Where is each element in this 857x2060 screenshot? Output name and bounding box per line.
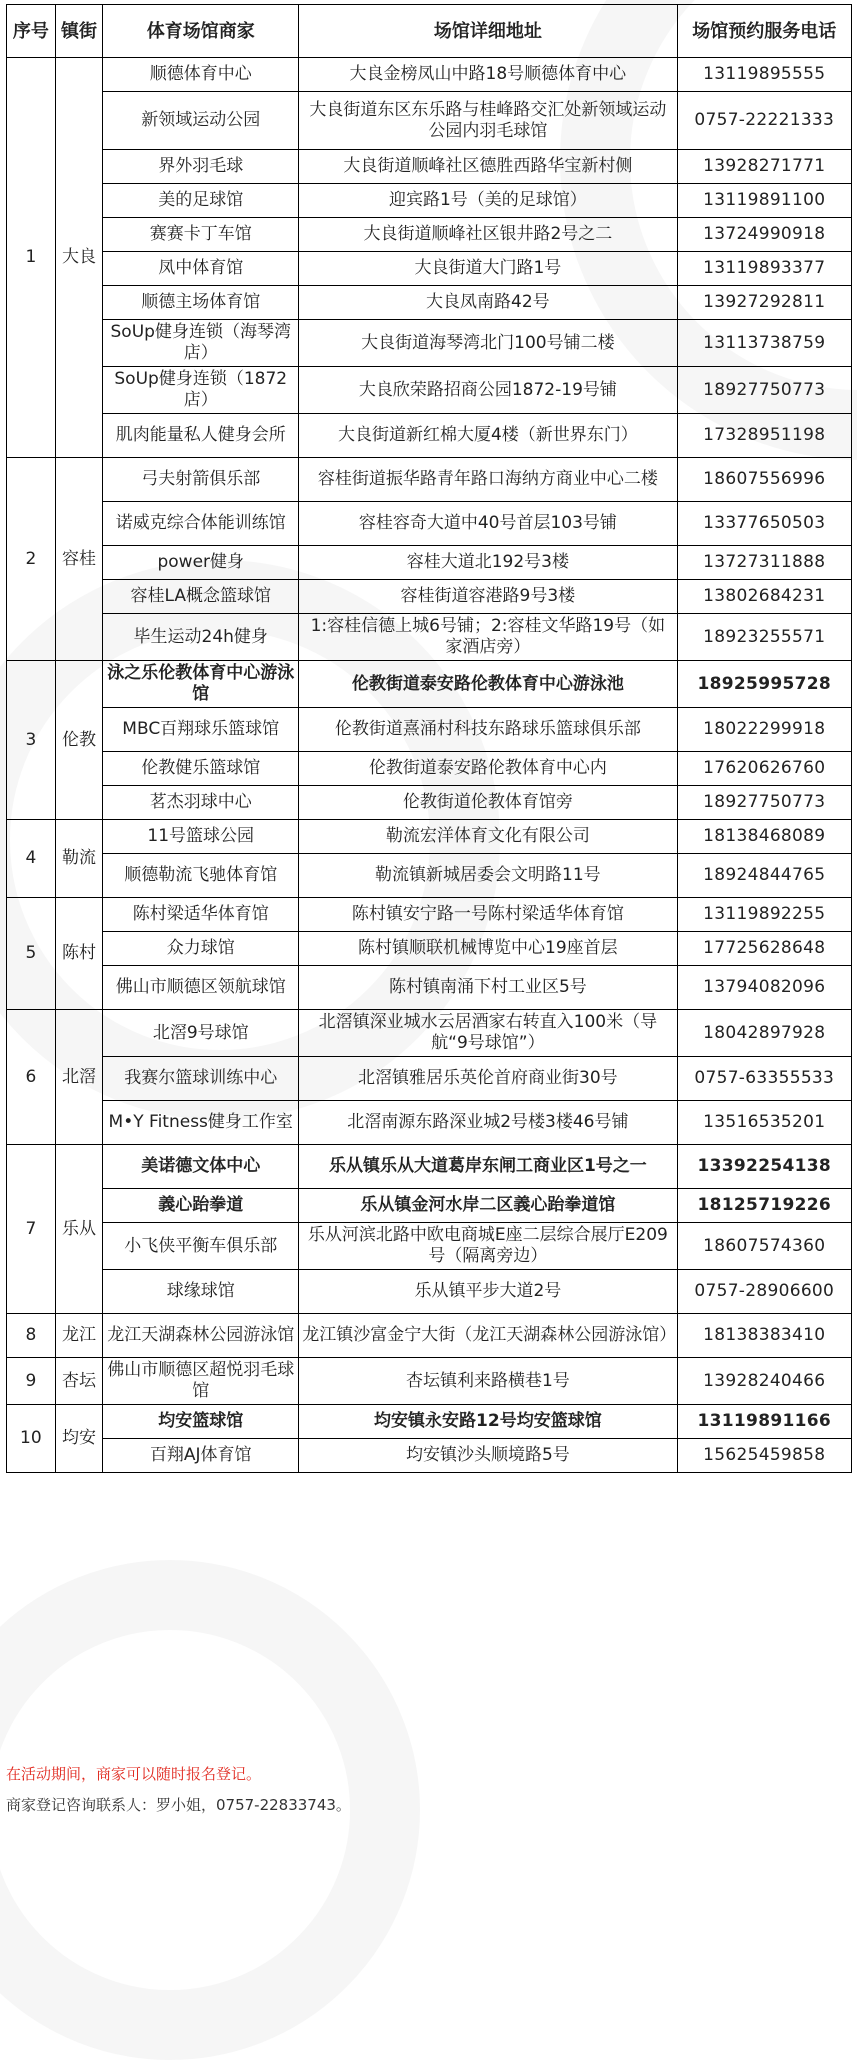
venue-phone: 13119892255 — [677, 898, 851, 932]
header-phone: 场馆预约服务电话 — [677, 5, 851, 58]
table-row — [7, 1145, 852, 1189]
group-town: 勒流 — [55, 820, 103, 898]
table-row — [7, 661, 852, 708]
venue-phone: 13113738759 — [677, 320, 851, 367]
venue-address: 大良街道顺峰社区银井路2号之二 — [299, 218, 677, 252]
venue-phone: 18924844765 — [677, 854, 851, 898]
venue-name: 佛山市顺德区超悦羽毛球馆 — [103, 1358, 299, 1405]
venue-address: 容桂街道容港路9号3楼 — [299, 580, 677, 614]
header-index: 序号 — [7, 5, 56, 58]
venue-phone: 13794082096 — [677, 966, 851, 1010]
venue-address: 伦教街道泰安路伦教体育中心游泳池 — [299, 661, 677, 708]
venue-phone: 13119895555 — [677, 58, 851, 92]
venue-phone: 18607574360 — [677, 1223, 851, 1270]
table-row — [7, 1010, 852, 1057]
venue-name: 泳之乐伦教体育中心游泳馆 — [103, 661, 299, 708]
venue-phone: 15625459858 — [677, 1439, 851, 1473]
venue-address: 杏坛镇利来路横巷1号 — [299, 1358, 677, 1405]
venue-name: 顺德勒流飞驰体育馆 — [103, 854, 299, 898]
venue-address: 大良街道东区东乐路与桂峰路交汇处新领域运动公园内羽毛球馆 — [299, 92, 677, 150]
table-row — [7, 58, 852, 92]
table-row — [7, 92, 852, 150]
table-row — [7, 786, 852, 820]
table-row — [7, 854, 852, 898]
group-index: 7 — [7, 1145, 56, 1314]
venue-address: 均安镇沙头顺境路5号 — [299, 1439, 677, 1473]
venue-address: 大良街道新红棉大厦4楼（新世界东门） — [299, 414, 677, 458]
table-row — [7, 414, 852, 458]
venue-phone: 18607556996 — [677, 458, 851, 502]
table-row — [7, 252, 852, 286]
group-index: 9 — [7, 1358, 56, 1405]
venue-phone: 18022299918 — [677, 708, 851, 752]
venue-name: 小飞侠平衡车俱乐部 — [103, 1223, 299, 1270]
venue-name: 美诺德文体中心 — [103, 1145, 299, 1189]
table-row — [7, 1223, 852, 1270]
venue-address: 乐从镇平步大道2号 — [299, 1270, 677, 1314]
venue-phone: 13119893377 — [677, 252, 851, 286]
table-header-row — [7, 5, 852, 58]
group-town: 乐从 — [55, 1145, 103, 1314]
table-row — [7, 320, 852, 367]
venue-name: SoUp健身连锁（海琴湾店） — [103, 320, 299, 367]
venue-phone: 18125719226 — [677, 1189, 851, 1223]
venue-phone: 18923255571 — [677, 614, 851, 661]
venue-address: 北滘南源东路深业城2号楼3楼46号铺 — [299, 1101, 677, 1145]
table-row — [7, 150, 852, 184]
venue-phone: 13928271771 — [677, 150, 851, 184]
venue-address: 1:容桂信德上城6号铺；2:容桂文华路19号（如家酒店旁） — [299, 614, 677, 661]
table-body — [7, 58, 852, 1473]
venue-name: 诺威克综合体能训练馆 — [103, 502, 299, 546]
venue-address: 勒流宏洋体育文化有限公司 — [299, 820, 677, 854]
venue-phone: 13727311888 — [677, 546, 851, 580]
group-index: 8 — [7, 1314, 56, 1358]
venue-table — [6, 4, 852, 1473]
venue-phone: 0757-63355533 — [677, 1057, 851, 1101]
group-town: 北滘 — [55, 1010, 103, 1145]
venue-name: 美的足球馆 — [103, 184, 299, 218]
venue-name: 弓夫射箭俱乐部 — [103, 458, 299, 502]
table-row — [7, 752, 852, 786]
table-row — [7, 1439, 852, 1473]
group-town: 陈村 — [55, 898, 103, 1010]
venue-address: 容桂大道北192号3楼 — [299, 546, 677, 580]
table-row — [7, 1189, 852, 1223]
group-index: 1 — [7, 58, 56, 458]
table-row — [7, 820, 852, 854]
venue-name: 众力球馆 — [103, 932, 299, 966]
header-town: 镇街 — [55, 5, 103, 58]
venue-phone: 0757-28906600 — [677, 1270, 851, 1314]
venue-phone: 13516535201 — [677, 1101, 851, 1145]
venue-name: 龙江天湖森林公园游泳馆 — [103, 1314, 299, 1358]
venue-name: MBC百翔球乐篮球馆 — [103, 708, 299, 752]
table-row — [7, 580, 852, 614]
group-index: 6 — [7, 1010, 56, 1145]
venue-name: SoUp健身连锁（1872店） — [103, 367, 299, 414]
venue-name: 茗杰羽球中心 — [103, 786, 299, 820]
venue-name: 義心跆拳道 — [103, 1189, 299, 1223]
venue-name: 肌肉能量私人健身会所 — [103, 414, 299, 458]
table-row — [7, 614, 852, 661]
table-row — [7, 1270, 852, 1314]
venue-name: 北滘9号球馆 — [103, 1010, 299, 1057]
venue-phone: 13724990918 — [677, 218, 851, 252]
venue-phone: 0757-22221333 — [677, 92, 851, 150]
venue-phone: 13928240466 — [677, 1358, 851, 1405]
group-index: 2 — [7, 458, 56, 661]
venue-address: 伦教街道熹涌村科技东路球乐篮球俱乐部 — [299, 708, 677, 752]
header-venue: 体育场馆商家 — [103, 5, 299, 58]
header-address: 场馆详细地址 — [299, 5, 677, 58]
venue-address: 容桂容奇大道中40号首层103号铺 — [299, 502, 677, 546]
group-town: 均安 — [55, 1405, 103, 1473]
venue-name: M•Y Fitness健身工作室 — [103, 1101, 299, 1145]
table-row — [7, 502, 852, 546]
venue-address: 均安镇永安路12号均安篮球馆 — [299, 1405, 677, 1439]
group-index: 5 — [7, 898, 56, 1010]
venue-address: 龙江镇沙富金宁大街（龙江天湖森林公园游泳馆） — [299, 1314, 677, 1358]
activity-note: 在活动期间，商家可以随时报名登记。 — [6, 1765, 262, 1783]
venue-address: 乐从河滨北路中欧电商城E座二层综合展厅E209号（隔离旁边） — [299, 1223, 677, 1270]
group-index: 10 — [7, 1405, 56, 1473]
group-index: 4 — [7, 820, 56, 898]
group-town: 伦教 — [55, 661, 103, 820]
group-index: 3 — [7, 661, 56, 820]
venue-address: 容桂街道振华路青年路口海纳方商业中心二楼 — [299, 458, 677, 502]
venue-phone: 13119891166 — [677, 1405, 851, 1439]
venue-address: 伦教街道泰安路伦教体育中心内 — [299, 752, 677, 786]
venue-address: 陈村镇安宁路一号陈村梁适华体育馆 — [299, 898, 677, 932]
venue-address: 大良街道海琴湾北门100号铺二楼 — [299, 320, 677, 367]
venue-name: 顺德体育中心 — [103, 58, 299, 92]
venue-address: 迎宾路1号（美的足球馆） — [299, 184, 677, 218]
venue-phone: 18927750773 — [677, 786, 851, 820]
table-row — [7, 708, 852, 752]
venue-phone: 17620626760 — [677, 752, 851, 786]
venue-name: 毕生运动24h健身 — [103, 614, 299, 661]
venue-address: 北滘镇深业城水云居酒家右转直入100米（导航“9号球馆”） — [299, 1010, 677, 1057]
venue-phone: 18927750773 — [677, 367, 851, 414]
table-row — [7, 546, 852, 580]
venue-phone: 18138383410 — [677, 1314, 851, 1358]
venue-name: 均安篮球馆 — [103, 1405, 299, 1439]
venue-phone: 13119891100 — [677, 184, 851, 218]
venue-name: 凤中体育馆 — [103, 252, 299, 286]
venue-address: 大良街道顺峰社区德胜西路华宝新村侧 — [299, 150, 677, 184]
table-row — [7, 898, 852, 932]
venue-address: 乐从镇金河水岸二区義心跆拳道馆 — [299, 1189, 677, 1223]
venue-phone: 13927292811 — [677, 286, 851, 320]
venue-address: 大良金榜凤山中路18号顺德体育中心 — [299, 58, 677, 92]
table-row — [7, 966, 852, 1010]
venue-phone: 18138468089 — [677, 820, 851, 854]
venue-address: 陈村镇顺联机械博览中心19座首层 — [299, 932, 677, 966]
venue-address: 勒流镇新城居委会文明路11号 — [299, 854, 677, 898]
venue-name: 顺德主场体育馆 — [103, 286, 299, 320]
venue-name: 球缘球馆 — [103, 1270, 299, 1314]
venue-address: 伦教街道伦教体育馆旁 — [299, 786, 677, 820]
table-row — [7, 1314, 852, 1358]
venue-name: power健身 — [103, 546, 299, 580]
group-town: 大良 — [55, 58, 103, 458]
notes — [6, 1763, 852, 1816]
venue-address: 北滘镇雅居乐英伦首府商业街30号 — [299, 1057, 677, 1101]
venue-name: 佛山市顺德区领航球馆 — [103, 966, 299, 1010]
venue-name: 陈村梁适华体育馆 — [103, 898, 299, 932]
venue-address: 大良欣荣路招商公园1872-19号铺 — [299, 367, 677, 414]
group-town: 容桂 — [55, 458, 103, 661]
venue-phone: 18925995728 — [677, 661, 851, 708]
venue-phone: 17725628648 — [677, 932, 851, 966]
table-row — [7, 286, 852, 320]
table-row — [7, 1358, 852, 1405]
venue-name: 我赛尔篮球训练中心 — [103, 1057, 299, 1101]
venue-address: 大良凤南路42号 — [299, 286, 677, 320]
venue-phone: 13802684231 — [677, 580, 851, 614]
contact-note: 商家登记咨询联系人：罗小姐，0757-22833743。 — [6, 1796, 351, 1814]
venue-phone: 13377650503 — [677, 502, 851, 546]
table-row — [7, 184, 852, 218]
table-row — [7, 1101, 852, 1145]
venue-address: 陈村镇南涌下村工业区5号 — [299, 966, 677, 1010]
table-row — [7, 218, 852, 252]
venue-name: 赛赛卡丁车馆 — [103, 218, 299, 252]
venue-name: 新领域运动公园 — [103, 92, 299, 150]
table-row — [7, 1405, 852, 1439]
venue-phone: 17328951198 — [677, 414, 851, 458]
venue-phone: 18042897928 — [677, 1010, 851, 1057]
venue-name: 百翔AJ体育馆 — [103, 1439, 299, 1473]
venue-name: 界外羽毛球 — [103, 150, 299, 184]
venue-name: 11号篮球公园 — [103, 820, 299, 854]
venue-name: 伦教健乐篮球馆 — [103, 752, 299, 786]
table-row — [7, 932, 852, 966]
venue-phone: 13392254138 — [677, 1145, 851, 1189]
table-row — [7, 1057, 852, 1101]
group-town: 杏坛 — [55, 1358, 103, 1405]
table-row — [7, 458, 852, 502]
venue-address: 乐从镇乐从大道葛岸东闸工商业区1号之一 — [299, 1145, 677, 1189]
table-row — [7, 367, 852, 414]
venue-address: 大良街道大门路1号 — [299, 252, 677, 286]
group-town: 龙江 — [55, 1314, 103, 1358]
venue-name: 容桂LA概念篮球馆 — [103, 580, 299, 614]
